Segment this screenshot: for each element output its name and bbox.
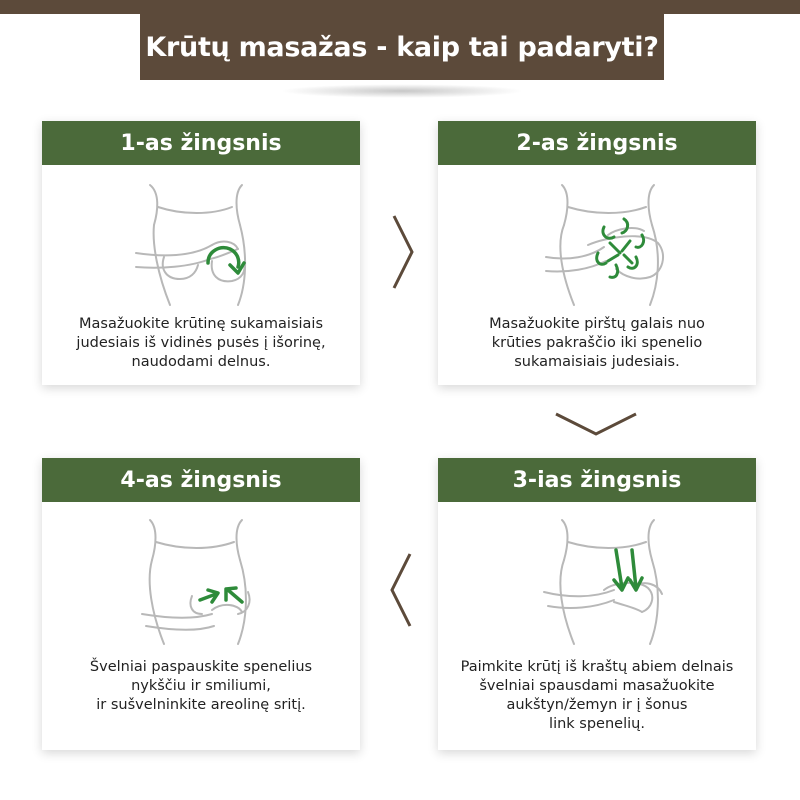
step-4-description [52, 658, 350, 715]
chevron-down-icon [554, 410, 638, 438]
step-1-heading: 1-as žingsnis [42, 121, 360, 165]
step-4-heading: 4-as žingsnis [42, 458, 360, 502]
step-2-line-2: krūties pakraščio iki spenelio [491, 335, 703, 351]
top-bar [0, 0, 800, 14]
step-card-4 [42, 458, 360, 750]
step-3-illustration [438, 502, 756, 652]
step-4-line-3: ir sušvelninkite areolinę sritį. [96, 697, 306, 713]
page-title-text: Krūtų masažas - kaip tai padaryti? [145, 31, 659, 63]
step-4-line-2: nykščiu ir smiliumi, [131, 678, 271, 694]
step-3-line-4: link spenelių. [549, 716, 645, 732]
chevron-right-icon [390, 212, 416, 292]
step-1-line-1: Masažuokite krūtinę sukamaisiais [79, 316, 323, 332]
title-shadow [280, 84, 524, 98]
step-1-line-2: judesiais iš vidinės pusės į išorinę, [76, 335, 326, 351]
step-2-illustration [438, 165, 756, 315]
chevron-left-icon [388, 550, 414, 630]
step-3-description [448, 658, 746, 734]
step-card-3 [438, 458, 756, 750]
step-2-heading: 2-as žingsnis [438, 121, 756, 165]
page-title [140, 14, 664, 80]
step-3-line-3: aukštyn/žemyn ir į šonus [506, 697, 688, 713]
step-card-1 [42, 121, 360, 385]
step-1-line-3: naudodami delnus. [131, 354, 271, 370]
step-card-2 [438, 121, 756, 385]
step-3-heading: 3-ias žingsnis [438, 458, 756, 502]
step-3-line-2: švelniai spausdami masažuokite [479, 678, 715, 694]
step-2-line-1: Masažuokite pirštų galais nuo [489, 316, 705, 332]
step-2-line-3: sukamaisiais judesiais. [514, 354, 680, 370]
step-4-illustration [42, 502, 360, 652]
step-4-line-1: Švelniai paspauskite spenelius [89, 659, 313, 675]
step-1-illustration [42, 165, 360, 315]
step-1-description [52, 315, 350, 372]
step-3-line-1: Paimkite krūtį iš kraštų abiem delnais [460, 659, 734, 675]
step-2-description [448, 315, 746, 372]
